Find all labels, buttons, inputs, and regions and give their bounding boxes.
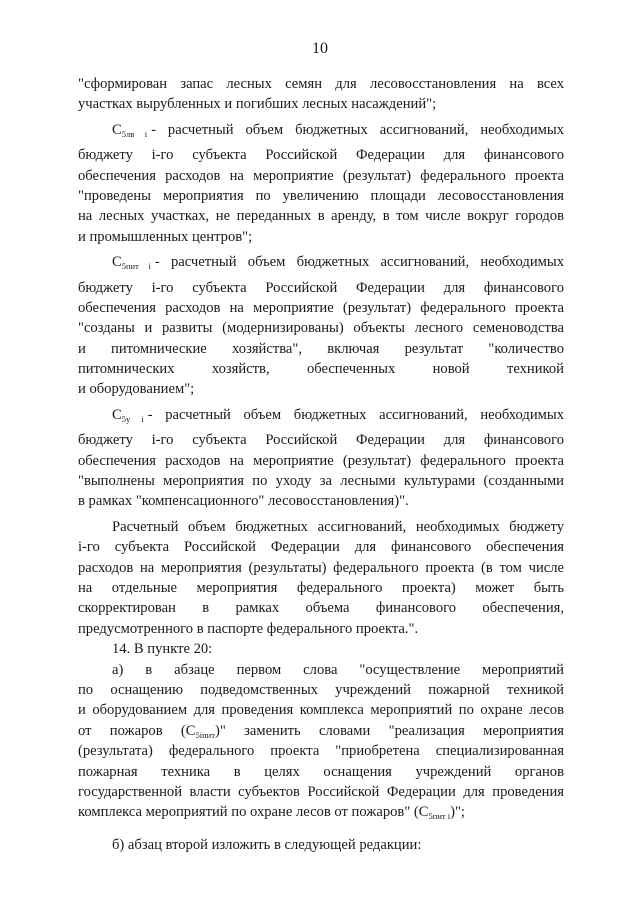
text-line: а) в абзаце первом слова "осуществление мероприятий	[112, 661, 564, 678]
text-line: от пожаров $(C_{5iпит})$" заменить словами "реализация мероприятия	[78, 722, 564, 740]
text-line: бюджету i-го субъекта Российской Федерации для финансового	[78, 279, 564, 296]
text-line: комплекса мероприятий по охране лесов от пожаров" $(C_{5пит i})$";	[78, 804, 465, 822]
formula-symbol: $C_{5пит i}$	[418, 804, 451, 822]
text-line: и промышленных центров";	[78, 228, 253, 245]
text-line: бюджету i-го субъекта Российской Федерации для финансового	[78, 147, 564, 164]
formula-line: $C_{5лв i}$ - расчетный объем бюджетных ассигнований, необходимых	[112, 121, 564, 139]
text-line: Расчетный объем бюджетных ассигнований, необходимых бюджету	[112, 518, 564, 535]
text-line: и питомнические хозяйства", включая результат "количество	[78, 340, 564, 357]
document-body	[78, 74, 564, 855]
formula-symbol: $C_{5пит i}$	[112, 254, 151, 272]
text-line: обеспечения расходов на мероприятие (результат) федерального проекта	[78, 299, 564, 316]
formula-symbol: $C_{5лв i}$	[112, 121, 148, 139]
text-line: пожарная техника в целях оснащения учреждений органов	[78, 763, 564, 780]
text-line: "сформирован запас лесных семян для лесовосстановления на всех	[78, 76, 564, 92]
text-line: расходов на мероприятия (результаты) федерального проекта (в том числе	[78, 559, 564, 576]
text-line: обеспечения расходов на мероприятие (результат) федерального проекта	[78, 167, 564, 184]
text-line: обеспечения расходов на мероприятие (результат) федерального проекта	[78, 452, 564, 469]
text-line: на отдельные мероприятия федерального проекта) может быть	[78, 579, 564, 596]
text-line: государственной власти субъектов Российской Федерации для проведения	[78, 783, 564, 800]
text-line: "созданы и развиты (модернизированы) объекты лесного семеноводства	[78, 320, 564, 337]
text-line: i-го субъекта Российской Федерации для финансового обеспечения	[78, 539, 564, 556]
text-line: и оборудованием";	[78, 381, 195, 398]
formula-symbol: $C_{5iпит}$	[185, 722, 215, 740]
text-line: б) абзац второй изложить в следующей редакции:	[112, 836, 422, 853]
text-line: (результата) федерального проекта "приобретена специализированная	[78, 743, 564, 760]
section-heading: 14. В пункте 20:	[112, 641, 213, 658]
text-line: предусмотренного в паспорте федерального проекта.".	[78, 620, 419, 637]
text-line: скорректирован в рамках объема финансового обеспечения,	[78, 600, 564, 617]
page-number: 10	[312, 40, 328, 57]
formula-line: $C_{5у i}$ - расчетный объем бюджетных ассигнований, необходимых	[112, 406, 564, 424]
text-line: питомнических хозяйств, обеспеченных новой техникой	[78, 361, 564, 378]
text-line: "выполнены мероприятия по уходу за лесными культурами (созданными	[78, 473, 564, 490]
text-line: по оснащению подведомственных учреждений пожарной техникой	[78, 681, 564, 698]
text-line: и оборудованием для проведения комплекса мероприятий по охране лесов	[78, 702, 564, 719]
formula-symbol: $C_{5у i}$	[112, 406, 144, 424]
formula-line: $C_{5пит i}$ - расчетный объем бюджетных ассигнований, необходимых	[112, 254, 564, 272]
text-line: на лесных участках, не переданных в аренду, в том числе вокруг городов	[78, 208, 564, 225]
text-line: участках вырубленных и погибших лесных насаждений";	[78, 96, 437, 113]
text-line: в рамках "компенсационного" лесовосстановления)".	[78, 493, 409, 510]
text-line: бюджету i-го субъекта Российской Федерации для финансового	[78, 432, 564, 449]
text-line: "проведены мероприятия по увеличению площади лесовосстановления	[78, 187, 564, 204]
